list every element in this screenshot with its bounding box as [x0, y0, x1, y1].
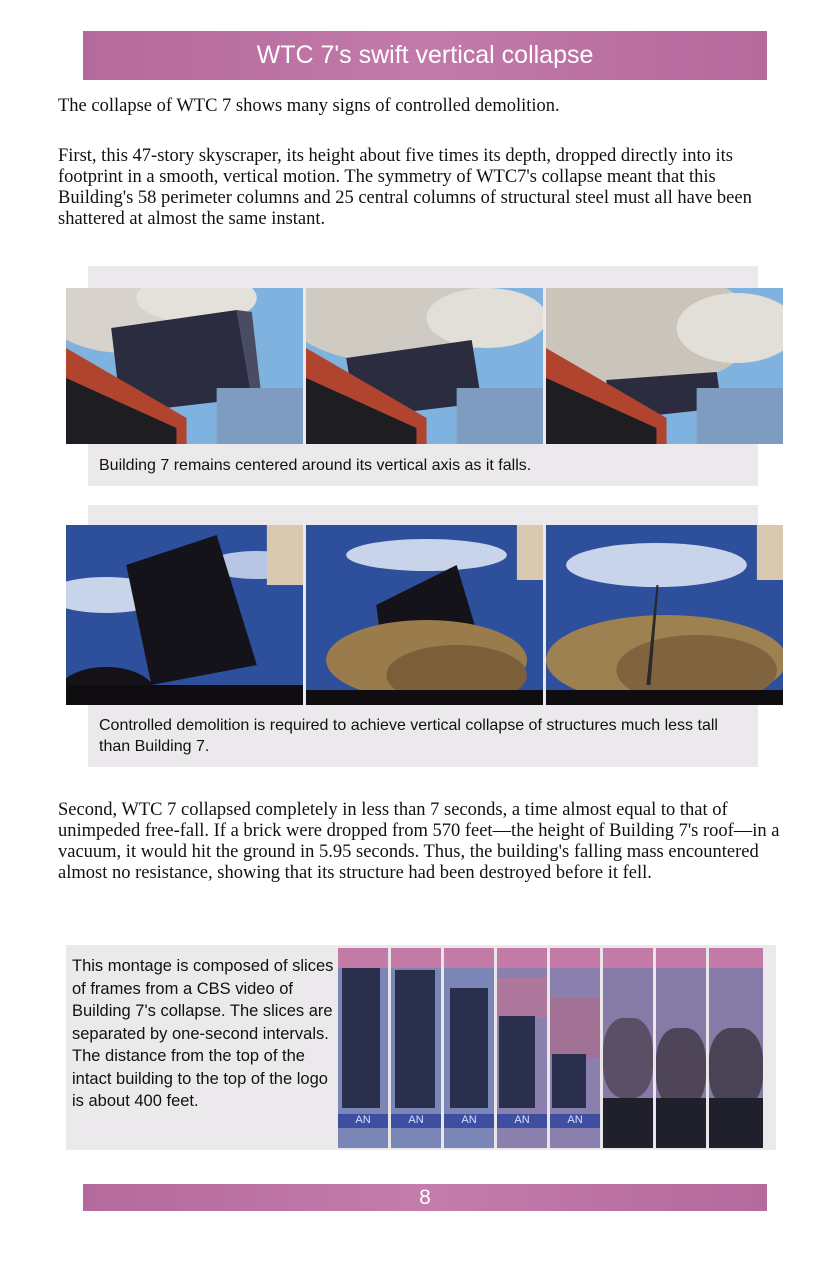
page-footer: [83, 1184, 767, 1211]
demolition-photo-3: [546, 525, 783, 705]
demolition-photo-2: [306, 525, 543, 705]
first-paragraph: First, this 47-story skyscraper, its height about five times its depth, dropped directly into its footprint in a smooth, vertical motion. The symmetry of WTC7's collapse meant that this Building's 58 perimeter columns and 25 central columns of structural steel must all have been shattered at almost the same instant.: [58, 146, 752, 229]
montage-logo-3: AN: [444, 1114, 494, 1128]
montage-logo-4: AN: [497, 1114, 547, 1128]
demolition-photo-1: [66, 525, 303, 705]
page-number: 8: [419, 1185, 431, 1209]
collapse-photo-1: [66, 288, 303, 444]
figure-1-photos: [66, 288, 783, 444]
page-title-banner: [83, 31, 767, 80]
montage-slice-6: [603, 948, 653, 1148]
montage-image: [338, 948, 763, 1148]
montage-slice-4: [497, 948, 547, 1148]
montage-logo-5: AN: [550, 1114, 600, 1128]
figure-2-photos: [66, 525, 783, 705]
collapse-photo-3: [546, 288, 783, 444]
montage-logo-1: AN: [338, 1114, 388, 1128]
montage-slice-2: [391, 948, 441, 1148]
montage-slice-3: [444, 948, 494, 1148]
page-title: WTC 7's swift vertical collapse: [256, 41, 594, 69]
intro-paragraph: The collapse of WTC 7 shows many signs of controlled demolition.: [58, 96, 560, 116]
second-paragraph: Second, WTC 7 collapsed completely in less than 7 seconds, a time almost equal to that of unimpeded free-fall. If a brick were dropped from 570 feet—the height of Building 7's roof—in a vacuum, it would hit the ground in 5.95 seconds. Thus, the building's falling mass encountered almost no resistance, showing that its structure had been destroyed before it fell.: [58, 800, 780, 883]
montage-logo-2: AN: [391, 1114, 441, 1128]
figure-2-caption: Controlled demolition is required to achieve vertical collapse of structures much less tall than Building 7.: [99, 717, 718, 755]
montage-slice-1: [338, 948, 388, 1148]
montage-slice-8: [709, 948, 763, 1148]
montage-caption: This montage is composed of slices of frames from a CBS video of Building 7's collapse. The slices are separated by one-second intervals. The distance from the top of the intact building to the top of the logo is about 400 feet.: [72, 957, 334, 1110]
collapse-photo-2: [306, 288, 543, 444]
montage-slice-7: [656, 948, 706, 1148]
montage-slice-5: [550, 948, 600, 1148]
figure-1-caption: Building 7 remains centered around its vertical axis as it falls.: [99, 457, 532, 474]
